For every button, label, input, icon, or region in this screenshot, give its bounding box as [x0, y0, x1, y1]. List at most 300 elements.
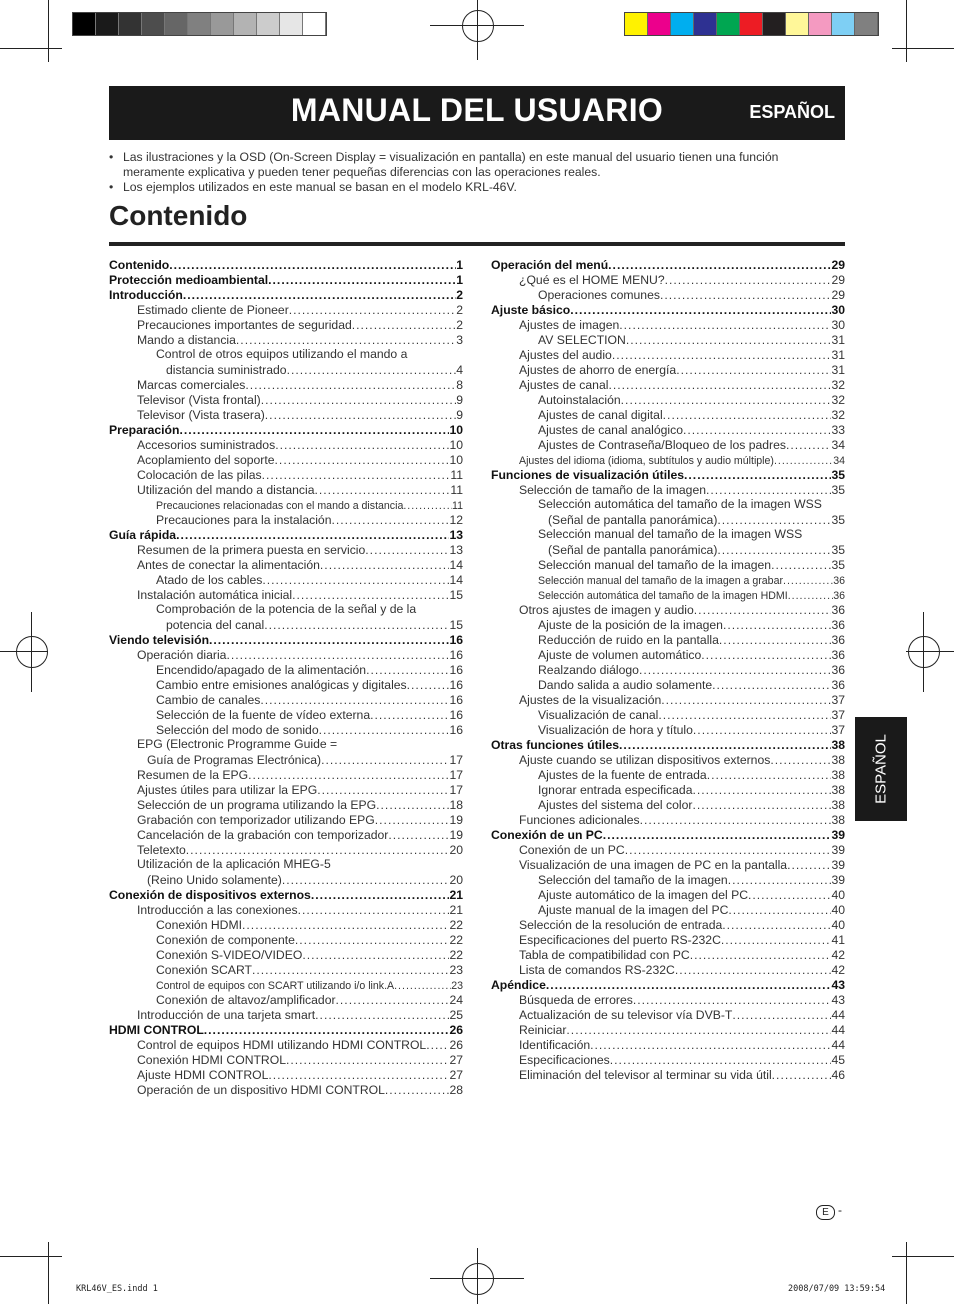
toc-page-number: 38	[831, 798, 845, 812]
process-color-swatch	[671, 13, 694, 35]
toc-entry-title: Ajuste automático de la imagen del PC	[538, 888, 749, 902]
toc-section[interactable]	[109, 272, 463, 287]
toc-page-number: 36	[831, 618, 845, 632]
toc-page-number: 33	[831, 423, 845, 437]
toc-page-number: 42	[831, 948, 845, 962]
manual-title: MANUAL DEL USUARIO	[290, 92, 664, 128]
toc-page-number: 34	[833, 455, 845, 467]
toc-entry[interactable]	[491, 857, 845, 872]
toc-entry-title: Actualización de su televisor vía DVB-T	[519, 1008, 733, 1022]
toc-entry-title: (Señal de pantalla panorámica)	[548, 513, 718, 527]
dot-leader	[608, 258, 831, 272]
toc-page-number: 11	[450, 468, 463, 482]
toc-entry-title: Ajuste de la posición de la imagen	[538, 618, 723, 632]
toc-page-number: 41	[831, 933, 845, 947]
toc-entry[interactable]	[109, 437, 463, 452]
toc-entry[interactable]	[491, 482, 845, 497]
toc-entry[interactable]	[109, 1007, 463, 1022]
toc-page-number: 46	[831, 1068, 845, 1082]
toc-entry[interactable]	[491, 272, 845, 287]
toc-entry-title: Televisor (Vista frontal)	[137, 393, 261, 407]
toc-entry[interactable]	[109, 572, 463, 587]
toc-entry[interactable]	[491, 992, 845, 1007]
dot-leader	[261, 393, 456, 407]
dot-leader	[612, 348, 832, 362]
toc-entry[interactable]	[491, 887, 845, 902]
toc-entry[interactable]	[491, 842, 845, 857]
toc-entry[interactable]	[491, 557, 845, 572]
dot-leader	[675, 963, 832, 977]
toc-entry[interactable]	[109, 827, 463, 842]
toc-entry-title: Teletexto	[137, 843, 186, 857]
toc-entry-title: Preparación	[109, 423, 180, 437]
toc-entry[interactable]	[109, 707, 463, 722]
toc-entry[interactable]	[491, 452, 845, 467]
toc-page-number: 12	[449, 513, 463, 527]
toc-page-number: 38	[831, 813, 845, 827]
toc-page-number: 31	[831, 363, 845, 377]
toc-entry[interactable]	[109, 917, 463, 932]
toc-entry[interactable]	[109, 947, 463, 962]
toc-entry[interactable]	[491, 677, 845, 692]
toc-entry[interactable]	[109, 782, 463, 797]
toc-entry-title: Cambio de canales	[156, 693, 261, 707]
toc-section[interactable]	[491, 467, 845, 482]
toc-entry[interactable]	[491, 362, 845, 377]
toc-entry[interactable]	[491, 587, 845, 602]
dot-leader	[608, 378, 831, 392]
toc-entry-title: Visualización de canal	[538, 708, 659, 722]
toc-entry-title: Ajustes de la visualización	[519, 693, 662, 707]
dot-leader	[331, 513, 449, 527]
toc-entry-title: Ajuste manual de la imagen del PC	[538, 903, 729, 917]
dot-leader	[639, 663, 831, 677]
dot-leader	[701, 648, 831, 662]
toc-entry[interactable]	[491, 377, 845, 392]
dot-leader	[717, 513, 831, 527]
toc-entry-title: Resumen de la primera puesta en servicio	[137, 543, 366, 557]
toc-entry-title: Realzando diálogo	[538, 663, 639, 677]
dot-leader	[245, 378, 456, 392]
toc-entry-title: Selección manual del tamaño de la imagen a grabar	[538, 575, 783, 587]
toc-page-number: 13	[449, 528, 463, 542]
toc-section[interactable]	[491, 737, 845, 752]
toc-section[interactable]	[109, 422, 463, 437]
dot-leader	[183, 288, 456, 302]
dot-leader	[315, 483, 451, 497]
toc-entry[interactable]	[491, 602, 845, 617]
toc-page-number: 44	[831, 1023, 845, 1037]
dot-leader	[770, 753, 831, 767]
toc-entry-title: Viendo televisión	[109, 633, 210, 647]
dot-leader	[717, 543, 831, 557]
toc-entry[interactable]	[109, 767, 463, 782]
toc-entry[interactable]	[491, 347, 845, 362]
toc-entry[interactable]	[491, 1052, 845, 1067]
toc-page-number: 16	[449, 678, 463, 692]
toc-entry-title: Ajustes de ahorro de energía	[519, 363, 677, 377]
toc-entry[interactable]	[491, 902, 845, 917]
toc-entry-title: Identificación	[519, 1038, 591, 1052]
toc-entry[interactable]	[109, 692, 463, 707]
gray-swatch	[234, 13, 257, 35]
toc-entry[interactable]	[109, 902, 463, 917]
footer-timestamp: 2008/07/09 13:59:54	[788, 1284, 886, 1294]
toc-entry-title: Selección automática del tamaño de la imagen HDMI	[538, 590, 788, 602]
dot-leader	[788, 590, 834, 602]
toc-entry-title: AV SELECTION	[538, 333, 626, 347]
toc-entry-title: Guía de Programas Electrónica)	[147, 753, 322, 767]
toc-entry[interactable]	[491, 1037, 845, 1052]
toc-page-number: 21	[449, 903, 463, 917]
toc-entry[interactable]	[491, 647, 845, 662]
toc-entry[interactable]	[491, 1067, 845, 1082]
toc-entry[interactable]	[109, 797, 463, 812]
toc-entry[interactable]	[491, 422, 845, 437]
registration-mark-right	[908, 636, 940, 668]
toc-entry-title: Conexión de un PC	[519, 843, 625, 857]
toc-page-number: 40	[831, 918, 845, 932]
toc-section[interactable]	[109, 257, 463, 272]
toc-section[interactable]	[491, 257, 845, 272]
toc-entry[interactable]	[491, 1022, 845, 1037]
toc-entry-title: HDMI CONTROL	[109, 1023, 204, 1037]
dot-leader	[626, 333, 832, 347]
dot-leader	[774, 455, 833, 467]
toc-page-number: 3	[456, 333, 463, 347]
contents-heading: Contenido	[109, 200, 248, 231]
toc-entry-title: (Señal de pantalla panorámica)	[548, 543, 718, 557]
toc-entry-title: Eliminación del televisor al terminar su vida útil	[519, 1068, 772, 1082]
toc-entry[interactable]	[109, 1037, 463, 1052]
toc-entry[interactable]	[491, 437, 845, 452]
toc-entry[interactable]	[109, 512, 463, 527]
dot-leader	[248, 768, 449, 782]
dot-leader	[783, 575, 833, 587]
dot-leader	[169, 258, 456, 272]
toc-page-number: 29	[831, 273, 845, 287]
toc-entry[interactable]	[109, 302, 463, 317]
toc-entry[interactable]	[109, 1052, 463, 1067]
toc-entry-title: distancia suministrado	[166, 363, 287, 377]
toc-section[interactable]	[491, 977, 845, 992]
dot-leader	[640, 813, 832, 827]
toc-entry-title: Introducción a las conexiones	[137, 903, 298, 917]
toc-entry-title: Ajustes de la fuente de entrada	[538, 768, 707, 782]
toc-entry[interactable]	[491, 542, 845, 557]
dot-leader	[394, 980, 451, 992]
toc-entry-title: Conexión HDMI	[156, 918, 243, 932]
toc-entry-title: Atado de los cables	[156, 573, 263, 587]
toc-page-number: 42	[831, 963, 845, 977]
toc-page-number: 32	[831, 408, 845, 422]
toc-entry[interactable]	[109, 542, 463, 557]
dot-leader	[319, 723, 450, 737]
dot-leader	[619, 318, 831, 332]
toc-entry[interactable]	[491, 752, 845, 767]
toc-section[interactable]	[109, 632, 463, 647]
toc-entry[interactable]	[491, 932, 845, 947]
process-color-swatch	[625, 13, 648, 35]
dot-leader	[315, 1008, 449, 1022]
footer-filename: KRL46V_ES.indd 1	[76, 1284, 158, 1294]
toc-page-number: 35	[831, 543, 845, 557]
process-color-swatch	[786, 13, 809, 35]
toc-entry[interactable]	[491, 782, 845, 797]
toc-page-number: 1	[456, 273, 463, 287]
toc-page-number: 44	[831, 1038, 845, 1052]
toc-page-number: 35	[831, 468, 845, 482]
toc-entry-title: Ajustes de imagen	[519, 318, 620, 332]
dot-leader	[772, 1068, 832, 1082]
toc-section[interactable]	[109, 887, 463, 902]
dot-leader	[570, 303, 831, 317]
toc-entry[interactable]	[109, 677, 463, 692]
toc-entry[interactable]	[491, 632, 845, 647]
toc-entry[interactable]	[491, 317, 845, 332]
toc-entry-title: Ajuste de volumen automático	[538, 648, 702, 662]
toc-entry-title: Introducción de una tarjeta smart	[137, 1008, 316, 1022]
dot-leader	[663, 408, 832, 422]
toc-entry[interactable]	[491, 947, 845, 962]
toc-entry[interactable]	[109, 452, 463, 467]
toc-entry[interactable]	[109, 1082, 463, 1097]
toc-entry-title: Ajustes de Contraseña/Bloqueo de los padres	[538, 438, 786, 452]
dot-leader	[370, 708, 449, 722]
gray-swatch	[96, 13, 119, 35]
toc-page-number: 38	[831, 768, 845, 782]
toc-entry-title: Protección medioambiental	[109, 273, 269, 287]
toc-entry[interactable]	[109, 407, 463, 422]
dot-leader	[787, 858, 831, 872]
toc-entry-title: Ajuste básico	[491, 303, 571, 317]
toc-entry[interactable]	[109, 332, 463, 347]
toc-entry-title: Ignorar entrada especificada	[538, 783, 693, 797]
toc-entry-title: (Reino Unido solamente)	[147, 873, 282, 887]
toc-entry[interactable]	[109, 647, 463, 662]
toc-entry[interactable]	[109, 617, 463, 632]
toc-section[interactable]	[109, 287, 463, 302]
gray-swatch	[280, 13, 303, 35]
dot-leader	[282, 873, 450, 887]
toc-entry-title: Selección de tamaño de la imagen	[519, 483, 706, 497]
toc-entry-title: Televisor (Vista trasera)	[137, 408, 265, 422]
toc-page-number: 17	[449, 768, 463, 782]
toc-entry[interactable]	[491, 512, 845, 527]
dot-leader	[633, 993, 832, 1007]
dot-leader	[603, 828, 832, 842]
gray-swatch	[165, 13, 188, 35]
toc-page-number: 31	[831, 333, 845, 347]
toc-entry-continued: Selección automática del tamaño de la imagen WSS	[538, 497, 822, 511]
toc-entry[interactable]	[491, 392, 845, 407]
toc-entry[interactable]	[491, 1007, 845, 1022]
dot-leader	[366, 663, 449, 677]
process-color-swatch	[694, 13, 717, 35]
dot-leader	[336, 993, 450, 1007]
toc-entry-title: Operaciones comunes	[538, 288, 660, 302]
toc-entry[interactable]	[109, 1067, 463, 1082]
toc-page-number: 36	[833, 575, 845, 587]
toc-entry[interactable]	[109, 362, 463, 377]
toc-entry[interactable]	[109, 467, 463, 482]
toc-entry[interactable]	[109, 812, 463, 827]
toc-entry[interactable]	[109, 497, 463, 512]
toc-entry-title: Búsqueda de errores	[519, 993, 633, 1007]
dot-leader	[375, 813, 450, 827]
gray-swatch	[303, 13, 326, 35]
toc-entry[interactable]	[109, 842, 463, 857]
toc-entry[interactable]	[109, 587, 463, 602]
toc-entry-title: Contenido	[109, 258, 170, 272]
toc-page-number: 1	[456, 258, 463, 272]
toc-entry[interactable]	[491, 872, 845, 887]
toc-entry-title: Encendido/apagado de la alimentación	[156, 663, 367, 677]
gray-swatch	[73, 13, 96, 35]
toc-entry-continued: Comprobación de la potencia de la señal y de la	[156, 602, 417, 616]
toc-entry-title: Selección manual del tamaño de la imagen	[538, 558, 772, 572]
toc-entry[interactable]	[109, 662, 463, 677]
toc-page-number: 19	[449, 813, 463, 827]
toc-entry[interactable]	[109, 977, 463, 992]
toc-entry-continued: Control de otros equipos utilizando el mando a	[156, 347, 408, 361]
toc-entry[interactable]	[491, 812, 845, 827]
toc-entry-title: Funciones adicionales	[519, 813, 640, 827]
toc-page-number: 44	[831, 1008, 845, 1022]
toc-entry[interactable]	[109, 557, 463, 572]
toc-left-column	[109, 257, 463, 1097]
toc-page-number: 30	[831, 318, 845, 332]
registration-mark-bottom	[462, 1263, 494, 1295]
grayscale-calibration-bar	[72, 12, 327, 36]
toc-entry-title: Control de equipos HDMI utilizando HDMI CONTROL	[137, 1038, 427, 1052]
toc-entry[interactable]	[109, 377, 463, 392]
dot-leader	[289, 303, 456, 317]
toc-entry[interactable]	[109, 482, 463, 497]
toc-entry[interactable]	[491, 572, 845, 587]
toc-entry[interactable]	[109, 872, 463, 887]
toc-entry[interactable]	[491, 287, 845, 302]
toc-page-number: 21	[449, 888, 463, 902]
toc-entry[interactable]	[109, 962, 463, 977]
dot-leader	[320, 558, 450, 572]
dot-leader	[179, 423, 449, 437]
toc-page-number: 36	[831, 648, 845, 662]
dot-leader	[658, 708, 831, 722]
toc-entry[interactable]	[491, 662, 845, 677]
toc-page-number: 43	[831, 993, 845, 1007]
dot-leader	[426, 1038, 449, 1052]
language-side-tab	[855, 717, 907, 821]
dot-leader	[610, 1053, 832, 1067]
dot-leader	[236, 333, 456, 347]
toc-entry[interactable]	[109, 752, 463, 767]
toc-page-number: 29	[831, 288, 845, 302]
dot-leader	[252, 963, 449, 977]
dot-leader	[275, 453, 450, 467]
toc-entry[interactable]	[109, 722, 463, 737]
toc-entry-title: Ajuste HDMI CONTROL	[137, 1068, 269, 1082]
toc-entry[interactable]	[109, 932, 463, 947]
toc-page-number: 39	[831, 858, 845, 872]
process-color-swatch	[740, 13, 763, 35]
toc-section[interactable]	[491, 302, 845, 317]
toc-entry[interactable]	[491, 917, 845, 932]
toc-entry-title: Dando salida a audio solamente	[538, 678, 713, 692]
toc-page-number: 10	[449, 423, 463, 437]
toc-entry[interactable]	[109, 317, 463, 332]
toc-entry[interactable]	[109, 992, 463, 1007]
toc-entry[interactable]	[491, 797, 845, 812]
toc-section[interactable]	[109, 527, 463, 542]
toc-entry[interactable]	[491, 962, 845, 977]
dot-leader	[625, 843, 832, 857]
dot-leader	[286, 1053, 449, 1067]
toc-entry-title: Conexión de componente	[156, 933, 295, 947]
toc-section[interactable]	[491, 827, 845, 842]
toc-entry-title: Acoplamiento del soporte	[137, 453, 275, 467]
page-dash: -	[838, 1203, 842, 1217]
toc-entry[interactable]	[491, 617, 845, 632]
dot-leader	[268, 1068, 449, 1082]
toc-entry[interactable]	[491, 692, 845, 707]
heading-rule	[109, 242, 845, 246]
toc-entry[interactable]	[491, 332, 845, 347]
process-color-swatch	[809, 13, 832, 35]
toc-page-number: 16	[449, 663, 463, 677]
gray-swatch	[211, 13, 234, 35]
toc-entry[interactable]	[491, 722, 845, 737]
toc-entry-title: Conexión S-VIDEO/VIDEO	[156, 948, 303, 962]
toc-entry-title: Selección de la fuente de vídeo externa	[156, 708, 371, 722]
dot-leader	[694, 603, 832, 617]
toc-page-number: 40	[831, 903, 845, 917]
dot-leader	[268, 273, 456, 287]
toc-entry-title: Reducción de ruido en la pantalla	[538, 633, 719, 647]
toc-entry[interactable]	[491, 767, 845, 782]
toc-entry-title: Ajustes del idioma (idioma, subtítulos y audio múltiple)	[519, 455, 774, 467]
toc-page-number: 37	[831, 693, 845, 707]
toc-entry-title: Antes de conectar la alimentación	[137, 558, 320, 572]
toc-page-number: 26	[449, 1038, 463, 1052]
toc-page-number: 11	[450, 483, 463, 497]
dot-leader	[692, 798, 831, 812]
dot-leader	[590, 1038, 831, 1052]
toc-page-number: 10	[449, 438, 463, 452]
toc-entry[interactable]	[491, 707, 845, 722]
note-osd: • Las ilustraciones y la OSD (On-Screen Display = visualización en pantalla) en este manual del usuario tienen una función meramente explicativa y pueden tener pequeñas diferencias con las operaciones reales.	[109, 150, 829, 180]
toc-entry[interactable]	[491, 407, 845, 422]
toc-entry-title: Selección del tamaño de la imagen	[538, 873, 728, 887]
toc-entry-title: Operación diaria	[137, 648, 227, 662]
dot-leader	[262, 573, 449, 587]
toc-entry-title: Cambio entre emisiones analógicas y digitales	[156, 678, 407, 692]
toc-page-number: 31	[831, 348, 845, 362]
toc-page-number: 22	[449, 918, 463, 932]
toc-section[interactable]	[109, 1022, 463, 1037]
dot-leader	[302, 948, 449, 962]
dot-leader	[321, 753, 449, 767]
toc-entry[interactable]	[109, 392, 463, 407]
toc-entry-title: Ajustes útiles para utilizar la EPG	[137, 783, 318, 797]
process-color-swatch	[832, 13, 855, 35]
toc-page-number: 35	[831, 513, 845, 527]
toc-entry-title: Ajustes de canal digital	[538, 408, 663, 422]
toc-page-number: 29	[831, 258, 845, 272]
toc-entry-title: Ajustes de canal analógico	[538, 423, 683, 437]
toc-page-number: 15	[449, 588, 463, 602]
toc-page-number: 8	[456, 378, 463, 392]
